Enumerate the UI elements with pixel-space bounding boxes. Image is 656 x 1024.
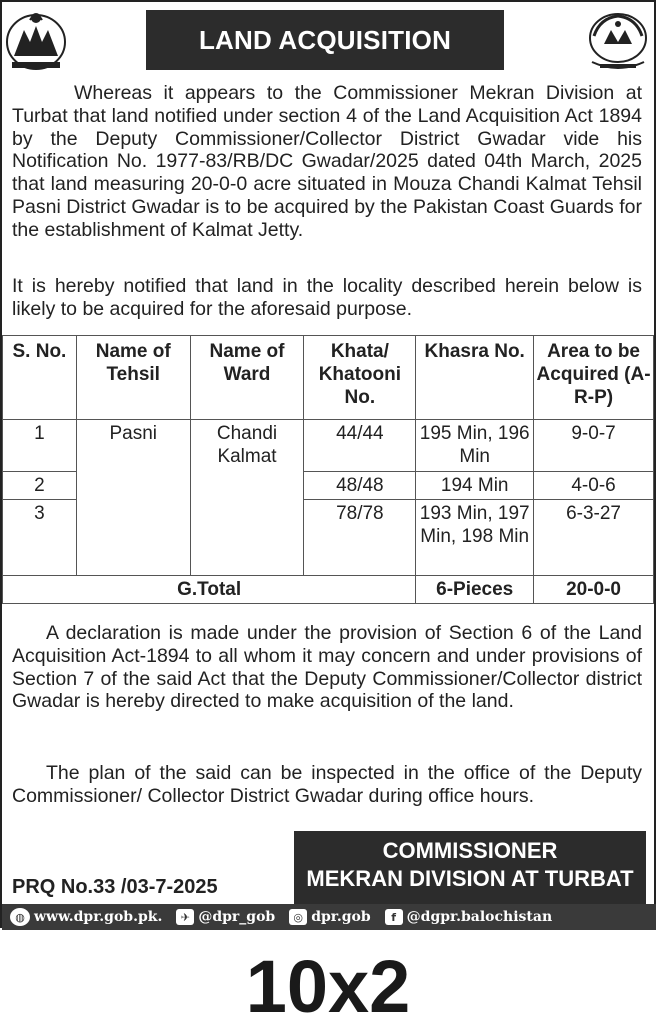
total-label: G.Total [3,576,416,604]
cell-tehsil-empty [76,500,190,576]
plan-paragraph: The plan of the said can be inspected in the office of the Deputy Commissioner/ Collector District Gwadar during office hours. [12,762,642,807]
cell-ward-empty [190,472,304,500]
header-sno: S. No. [3,336,77,420]
cell-khasra: 195 Min, 196 Min [416,420,534,472]
cell-khata: 48/48 [304,472,416,500]
dgpr-logo-icon [586,8,650,74]
footer-facebook[interactable] [385,909,552,925]
cell-tehsil: Pasni [76,420,190,472]
title-banner [146,10,504,70]
twitter-icon: ✈ [176,909,194,925]
cell-khata: 44/44 [304,420,416,472]
header [2,2,654,78]
signature-office: MEKRAN DIVISION AT TURBAT [306,866,634,891]
cell-khata: 78/78 [304,500,416,576]
twitter-label: @dpr_gob [198,909,276,925]
footer-website[interactable] [10,908,162,926]
table-row [3,420,654,472]
land-table [2,335,654,604]
cell-sno: 2 [3,472,77,500]
notice-paragraph: It is hereby notified that land in the locality described herein below is likely to be acquired for the aforesaid purpose. [12,275,642,320]
footer-bar [2,904,656,930]
total-khasra: 6-Pieces [416,576,534,604]
cell-khasra: 194 Min [416,472,534,500]
website-label: www.dpr.gob.pk. [34,909,163,925]
cell-khasra: 193 Min, 197 Min, 198 Min [416,500,534,576]
cell-area: 6-3-27 [534,500,654,576]
ad-size-label: 10x2 [245,945,411,1024]
facebook-icon: f [385,909,403,925]
cell-ward-empty [190,500,304,576]
total-area: 20-0-0 [534,576,654,604]
header-area: Area to be Acquired (A-R-P) [534,336,654,420]
table-total-row [3,576,654,604]
signature-title: COMMISSIONER [382,838,558,863]
cell-area: 9-0-7 [534,420,654,472]
cell-sno: 1 [3,420,77,472]
instagram-icon: ◎ [289,909,307,925]
table-row [3,500,654,576]
declaration-paragraph: A declaration is made under the provision of Section 6 of the Land Acquisition Act-1894 to all whom it may concern and under provisions of Section 7 of the said Act that the Deputy Commissioner/Collector district Gwadar is hereby directed to make acquisition of the land. [12,622,642,713]
page-title: LAND ACQUISITION [198,24,452,55]
cell-tehsil-empty [76,472,190,500]
signature-block [294,831,646,909]
table-header-row [3,336,654,420]
header-khasra: Khasra No. [416,336,534,420]
balochistan-emblem-icon [4,8,68,74]
header-ward: Name of Ward [190,336,304,420]
header-tehsil: Name of Tehsil [76,336,190,420]
facebook-label: @dgpr.balochistan [406,909,553,925]
footer-twitter[interactable] [176,909,275,925]
instagram-label: dpr.gob [311,909,371,925]
cell-sno: 3 [3,500,77,576]
cell-area: 4-0-6 [534,472,654,500]
globe-icon: ◍ [10,908,30,926]
cell-ward: Chandi Kalmat [190,420,304,472]
notification-paragraph: Whereas it appears to the Commissioner Mekran Division at Turbat that land notified under section 4 of the Land Acquisition Act 1894 by the Deputy Commissioner/Collector District Gwadar vide his Notification No. 1977-83/RB/DC Gwadar/2025 dated 04th March, 2025 that land measuring 20-0-0 acre situated in Mouza Chandi Kalmat Tehsil Pasni District Gwadar is to be acquired by the Pakistan Coast Guards for the establishment of Kalmat Jetty. [12,82,642,241]
header-khata: Khata/ Khatooni No. [304,336,416,420]
footer-instagram[interactable] [289,909,370,925]
prq-number: PRQ No.33 /03-7-2025 [12,876,218,898]
table-row [3,472,654,500]
